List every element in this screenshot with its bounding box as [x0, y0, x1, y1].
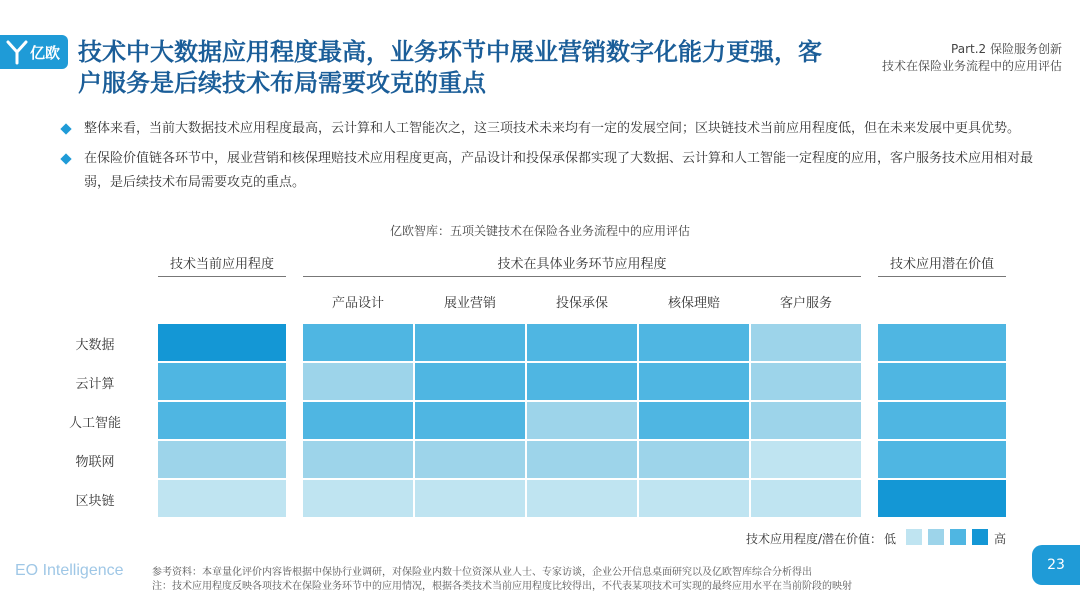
- footer-source: [152, 566, 1012, 594]
- brand-logo: [0, 35, 68, 69]
- heatmap-cell-business: [527, 324, 637, 361]
- legend-swatch-level-1: [906, 529, 922, 545]
- group-label-potential: 技术应用潜在价值: [889, 257, 994, 272]
- heatmap-cell-business: [527, 441, 637, 478]
- legend-label: 技术应用程度/潜在价值：: [746, 532, 883, 546]
- column-label-marketing: 展业营销: [443, 296, 496, 311]
- group-label-current: 技术当前应用程度: [169, 257, 274, 272]
- logo-mark-icon: [6, 39, 28, 65]
- heatmap-cell-potential: [878, 324, 1006, 361]
- heatmap-cell-business: [303, 324, 413, 361]
- page-title: 技术中大数据应用程度最高，业务环节中展业营销数字化能力更强，客户服务是后续技术布局需要攻克的重点: [78, 38, 822, 97]
- heatmap-cell-business: [751, 480, 861, 517]
- bullet-text: 整体来看，当前大数据技术应用程度最高，云计算和人工智能次之，这三项技术未来均有一定的发展空间；区块链技术当前应用程度低，但在未来发展中更具优势。: [84, 121, 1021, 136]
- diamond-bullet-icon: [60, 153, 71, 164]
- heatmap-cell-business: [639, 441, 749, 478]
- heatmap-cell-potential: [878, 480, 1006, 517]
- row-label-ai: 人工智能: [68, 416, 121, 431]
- legend-swatch-level-4: [972, 529, 988, 545]
- heatmap-cell-business: [415, 480, 525, 517]
- heatmap-cell-potential: [878, 402, 1006, 439]
- heatmap-cell-potential: [878, 363, 1006, 400]
- heatmap-cell-business: [527, 363, 637, 400]
- bullet-text: 在保险价值链各环节中，展业营销和核保理赔技术应用程度更高，产品设计和投保承保都实现了大数据、云计算和人工智能一定程度的应用，客户服务技术应用相对最弱，是后续技术布局需要攻克的重点。: [84, 151, 1034, 190]
- column-label-product-design: 产品设计: [331, 296, 384, 311]
- heatmap-cell-business: [303, 402, 413, 439]
- heatmap-cell-business: [639, 480, 749, 517]
- heatmap-cell-business: [527, 480, 637, 517]
- heatmap-cell-current: [158, 324, 286, 361]
- group-label-business: 技术在具体业务环节应用程度: [497, 257, 667, 272]
- source-reference: 参考资料：本章量化评价内容皆根据中保协行业调研，对保险业内数十位资深从业人士、专家访谈，企业公开信息桌面研究以及亿欧智库综合分析得出: [152, 567, 812, 578]
- heatmap-cell-current: [158, 402, 286, 439]
- heatmap-cell-business: [639, 402, 749, 439]
- heatmap-cell-business: [415, 363, 525, 400]
- legend-low-label: 低: [884, 532, 897, 546]
- logo-text: 亿欧: [30, 44, 61, 62]
- source-note: 注：技术应用程度反映各项技术在保险业务环节中的应用情况，根据各类技术当前应用程度比较得出，不代表某项技术可实现的最终应用水平在当前阶段的映射: [152, 581, 852, 592]
- heatmap-cell-business: [303, 441, 413, 478]
- group-divider: [158, 276, 286, 277]
- bullet-item: [60, 117, 1050, 141]
- heatmap-cell-business: [303, 480, 413, 517]
- heatmap-cell-potential: [878, 441, 1006, 478]
- heatmap-cell-business: [751, 324, 861, 361]
- legend-high-label: 高: [994, 532, 1007, 546]
- heatmap-cell-business: [639, 324, 749, 361]
- page-number: 23: [1032, 545, 1080, 585]
- row-label-cloud: 云计算: [75, 377, 115, 392]
- heatmap-cell-business: [751, 441, 861, 478]
- heatmap-cell-business: [751, 363, 861, 400]
- row-label-iot: 物联网: [75, 455, 115, 470]
- legend-swatch-level-2: [928, 529, 944, 545]
- matrix-title: 亿欧智库：五项关键技术在保险各业务流程中的应用评估: [389, 224, 690, 238]
- heatmap-cell-business: [415, 402, 525, 439]
- legend-swatch-level-3: [950, 529, 966, 545]
- section-part-label: Part.2 保险服务创新: [951, 42, 1062, 56]
- bullet-item: [60, 147, 1050, 195]
- heatmap-cell-current: [158, 480, 286, 517]
- heatmap-cell-business: [303, 363, 413, 400]
- column-label-underwriting: 投保承保: [555, 296, 608, 311]
- row-label-big-data: 大数据: [75, 338, 115, 353]
- row-label-blockchain: 区块链: [75, 494, 115, 509]
- group-divider: [303, 276, 861, 277]
- heatmap-cell-business: [639, 363, 749, 400]
- heatmap-cell-business: [415, 441, 525, 478]
- heatmap-cell-current: [158, 441, 286, 478]
- footer-brand: EO Intelligence: [15, 562, 124, 579]
- heatmap-cell-current: [158, 363, 286, 400]
- bullet-list: [60, 117, 1050, 201]
- group-divider: [878, 276, 1006, 277]
- heatmap-cell-business: [751, 402, 861, 439]
- column-label-customer-service: 客户服务: [779, 296, 832, 311]
- diamond-bullet-icon: [60, 123, 71, 134]
- heatmap-cell-business: [415, 324, 525, 361]
- column-label-claims: 核保理赔: [667, 296, 720, 311]
- section-subtitle: 技术在保险业务流程中的应用评估: [881, 59, 1062, 73]
- heatmap-cell-business: [527, 402, 637, 439]
